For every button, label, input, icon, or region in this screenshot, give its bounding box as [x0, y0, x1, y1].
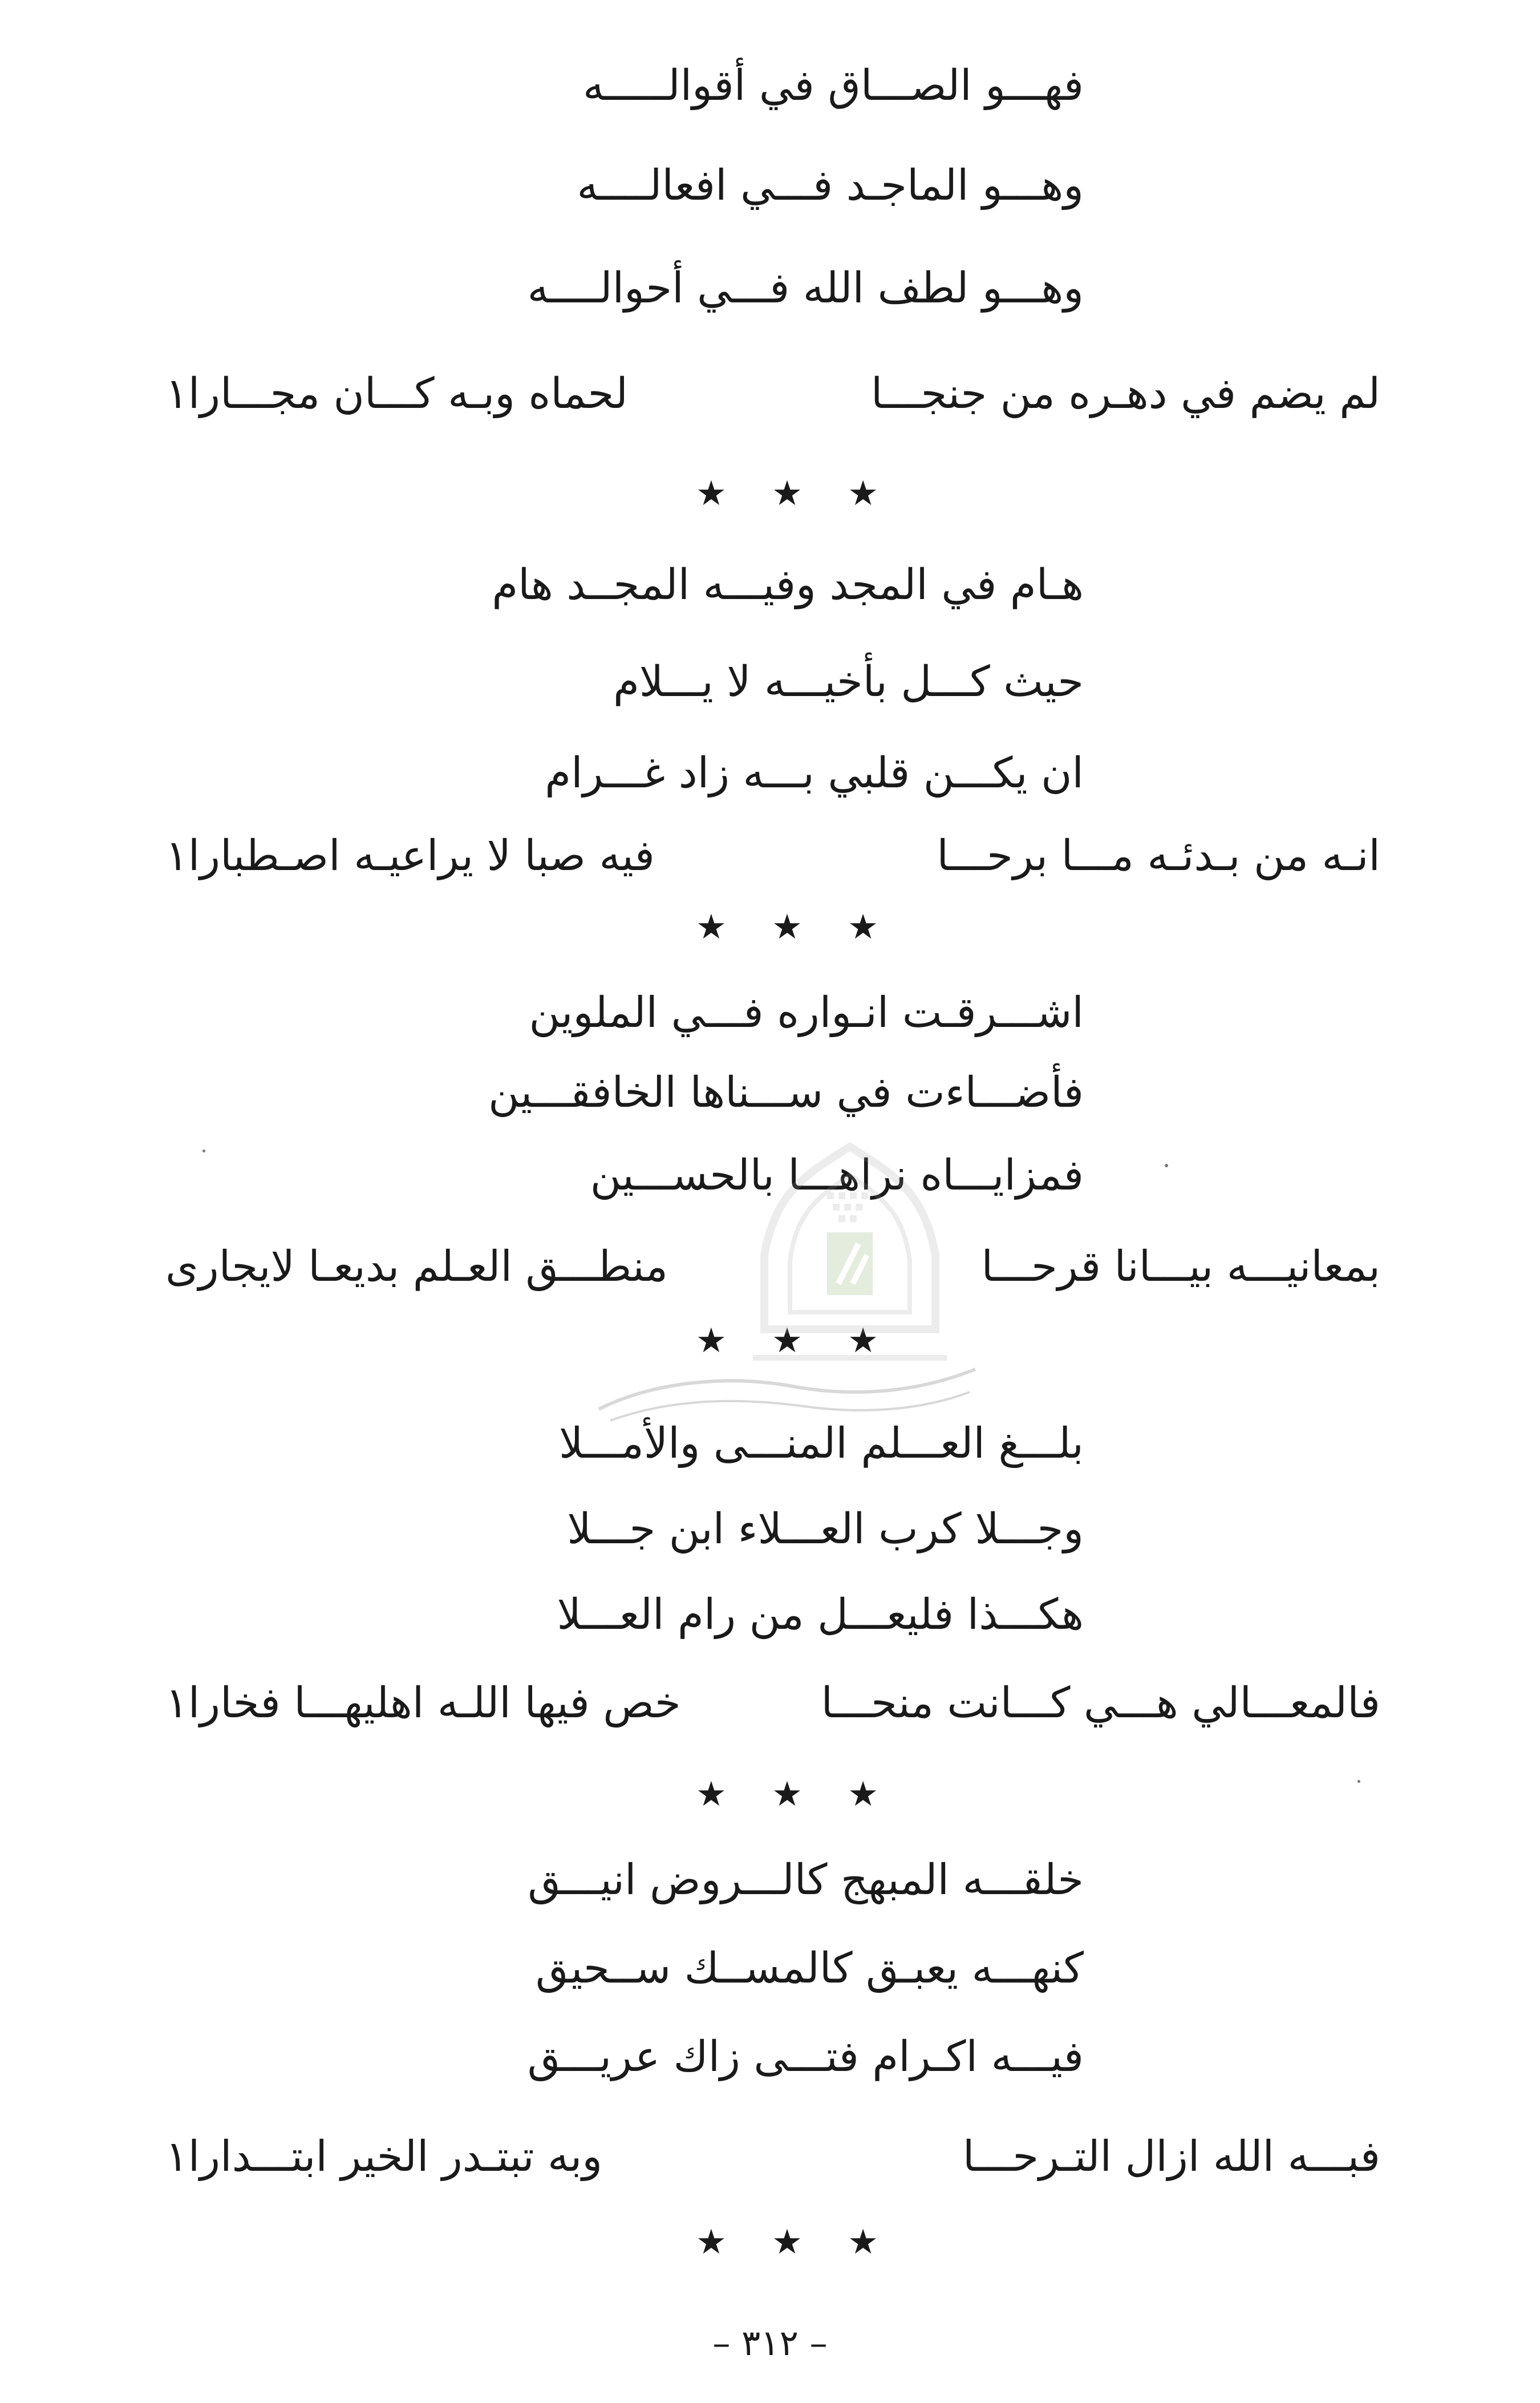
verse-hemistich-second: منطـــق العـلم بديعـا لايجارى	[165, 1242, 668, 1291]
star-icon: ★	[696, 2222, 727, 2262]
verse-line	[165, 827, 1380, 884]
poem-line: فيـــه اكـرام فتـــى زاك عريـــق	[527, 2032, 1084, 2081]
poem-line: كنهـــه يعبـق كالمســك ســحيق	[536, 1944, 1084, 1993]
star-icon: ★	[848, 907, 878, 947]
poem-line: وهـــو الماجـد فـــي افعالــــه	[577, 161, 1084, 210]
verse-hemistich-first: انـه من بـدئـه مـــا برحـــا	[937, 831, 1380, 880]
poem-line: خلقـــه المبهج كالـــروض انيـــق	[528, 1855, 1084, 1904]
poem-line: وهـــو لطف الله فـــي أحوالــــه	[527, 264, 1084, 313]
page-speck	[1165, 1164, 1168, 1167]
verse-hemistich-second: لحماه وبـه كـــان مجـــارا١	[165, 369, 628, 418]
star-icon: ★	[848, 2222, 878, 2262]
star-separator	[696, 471, 878, 516]
poem-line: فهـــو الصـــاق في أقوالـــــه	[583, 61, 1084, 110]
verse-line	[165, 2128, 1380, 2185]
star-icon: ★	[696, 1774, 727, 1814]
watermark-emblem-icon	[741, 1141, 958, 1381]
poem-line: اشـــرقـت انـواره فـــي الملوين	[529, 988, 1084, 1037]
star-icon: ★	[696, 907, 727, 947]
star-icon: ★	[772, 2222, 803, 2262]
page-speck	[1357, 1780, 1360, 1783]
star-separator	[696, 2219, 878, 2265]
poem-line: هـام في المجد وفيـــه المجــد هام	[492, 560, 1084, 609]
poem-line: فمزايـــاه نراهـــا بالحســـين	[590, 1151, 1084, 1200]
star-icon: ★	[848, 1774, 878, 1814]
star-icon: ★	[848, 1321, 878, 1361]
verse-hemistich-second: خص فيها اللـه اهليهـــا فخارا١	[165, 1678, 681, 1728]
poem-line: فأضـــاءت في ســـناها الخافقـــين	[488, 1068, 1084, 1117]
poem-line: بلـــغ العـــلم المنـــى والأمـــلا	[559, 1419, 1084, 1468]
star-icon: ★	[772, 1774, 803, 1814]
star-icon: ★	[696, 474, 727, 513]
verse-hemistich-second: وبه تبتـدر الخير ابتـــدارا١	[165, 2132, 603, 2181]
star-separator	[696, 904, 878, 950]
verse-hemistich-first: فالمعـــالي هـــي كـــانت منحـــا	[821, 1678, 1380, 1728]
star-icon: ★	[772, 907, 803, 947]
star-icon: ★	[772, 474, 803, 513]
verse-hemistich-second: فيه صبا لا يراعيـه اصـطبارا١	[165, 831, 655, 880]
verse-hemistich-first: بمعانيـــه بيـــانا قرحـــا	[981, 1242, 1380, 1291]
poem-line: حيث كـــل بأخيـــه لا يـــلام	[613, 657, 1084, 706]
verse-line	[165, 1674, 1380, 1732]
star-icon: ★	[848, 474, 878, 513]
star-icon: ★	[772, 1321, 803, 1361]
page-speck	[202, 1150, 205, 1152]
verse-hemistich-first: لم يضم في دهـره من جنجـــا	[870, 369, 1380, 418]
verse-hemistich-first: فبـــه الله ازال التـرحـــا	[962, 2132, 1380, 2181]
poem-line: وجـــلا كرب العـــلاء ابن جـــلا	[567, 1504, 1084, 1554]
watermark-text-icon	[587, 1358, 987, 1438]
poem-line: هكـــذا فليعـــل من رام العـــلا	[557, 1590, 1084, 1639]
poem-line: ان يكـــن قلبي بـــه زاد غـــرام	[545, 749, 1084, 798]
page-number: – ٣١٢ –	[712, 2322, 828, 2364]
star-separator	[696, 1771, 878, 1817]
star-icon: ★	[696, 1321, 727, 1361]
verse-line	[165, 365, 1380, 422]
